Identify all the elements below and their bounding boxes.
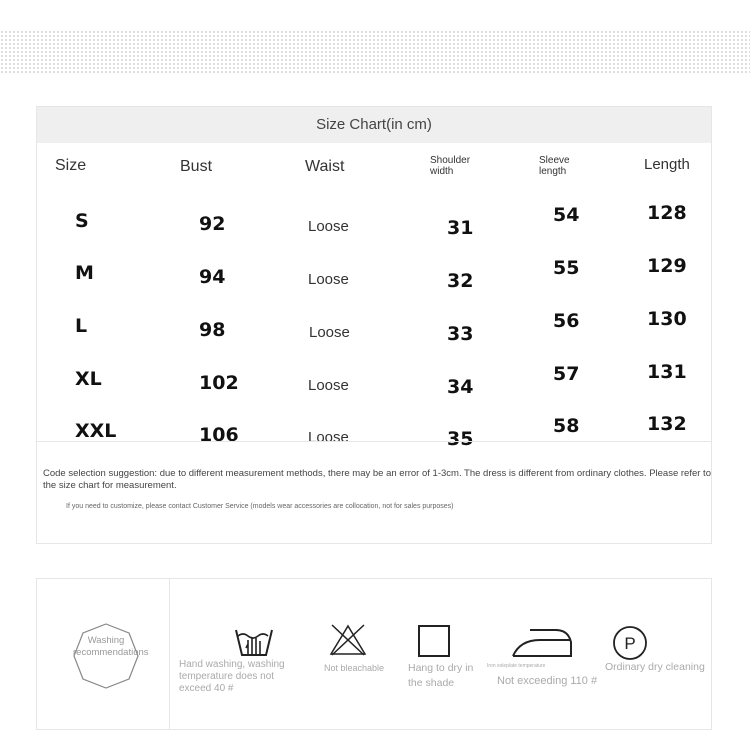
- cell-size: XXL: [75, 420, 117, 442]
- header-length: Length: [644, 156, 690, 173]
- cell-sleeve: 57: [553, 363, 580, 385]
- dry-clean-icon: [612, 625, 648, 661]
- cell-shoulder: 33: [447, 323, 474, 345]
- washing-badge-label: Washing recommendations: [73, 635, 149, 658]
- cell-bust: 92: [199, 213, 226, 235]
- cell-waist: Loose: [308, 377, 349, 394]
- dry-clean-letter: P: [624, 634, 636, 653]
- no-bleach-icon: [329, 623, 367, 657]
- hand-wash-icon: [234, 624, 274, 658]
- iron-icon: [510, 626, 574, 658]
- no-bleach-text: Not bleachable: [324, 663, 385, 673]
- cell-size: L: [75, 315, 88, 337]
- note-text: Code selection suggestion: due to different measurement methods, there may be an error of 1-3cm. The dress is different from ordinary clothes. Please refer to the size chart for measurement.: [43, 468, 711, 491]
- iron-small-text: Iron soleplate temperature: [487, 663, 546, 669]
- chart-title: Size Chart(in cm): [37, 107, 711, 143]
- cell-length: 129: [647, 255, 687, 277]
- cell-waist: Loose: [308, 218, 349, 235]
- cell-sleeve: 55: [553, 257, 580, 279]
- dotted-banner: [0, 30, 750, 74]
- cell-size: S: [75, 210, 89, 232]
- iron-text: Not exceeding 110 #: [497, 675, 598, 687]
- header-waist: Waist: [305, 158, 345, 175]
- header-shoulder: Shoulder width: [430, 155, 471, 177]
- measurement-note: [37, 441, 711, 545]
- cell-length: 128: [647, 202, 687, 224]
- header-size: Size: [55, 157, 87, 174]
- hang-dry-icon: [417, 624, 451, 658]
- cell-shoulder: 35: [447, 428, 474, 450]
- cell-waist: Loose: [308, 271, 349, 288]
- cell-sleeve: 54: [553, 204, 580, 226]
- cell-length: 131: [647, 361, 687, 383]
- cell-waist: Loose: [309, 324, 350, 341]
- cell-bust: 98: [199, 319, 226, 341]
- header-bust: Bust: [180, 158, 213, 175]
- cell-shoulder: 31: [447, 217, 474, 239]
- customize-note: If you need to customize, please contact Customer Service (models wear accessories are collocation, not for sales purposes): [66, 503, 454, 510]
- cell-sleeve: 58: [553, 415, 580, 437]
- cell-length: 130: [647, 308, 687, 330]
- cell-size: XL: [75, 368, 102, 390]
- cell-sleeve: 56: [553, 310, 580, 332]
- cell-bust: 102: [199, 372, 239, 394]
- cell-shoulder: 34: [447, 376, 474, 398]
- cell-size: M: [75, 262, 94, 284]
- washing-recommendations: [36, 578, 712, 730]
- dry-clean-text: Ordinary dry cleaning: [605, 661, 705, 673]
- size-chart: [36, 106, 712, 544]
- cell-bust: 106: [199, 424, 239, 446]
- divider: [169, 579, 170, 729]
- header-sleeve: Sleeve length: [539, 155, 570, 177]
- cell-shoulder: 32: [447, 270, 474, 292]
- hand-wash-text: Hand washing, washing temperature does not exceed 40 #: [179, 659, 285, 694]
- cell-bust: 94: [199, 266, 226, 288]
- hang-dry-text: Hang to dry in the shade: [408, 662, 474, 689]
- cell-waist: Loose: [308, 429, 349, 446]
- cell-length: 132: [647, 413, 687, 435]
